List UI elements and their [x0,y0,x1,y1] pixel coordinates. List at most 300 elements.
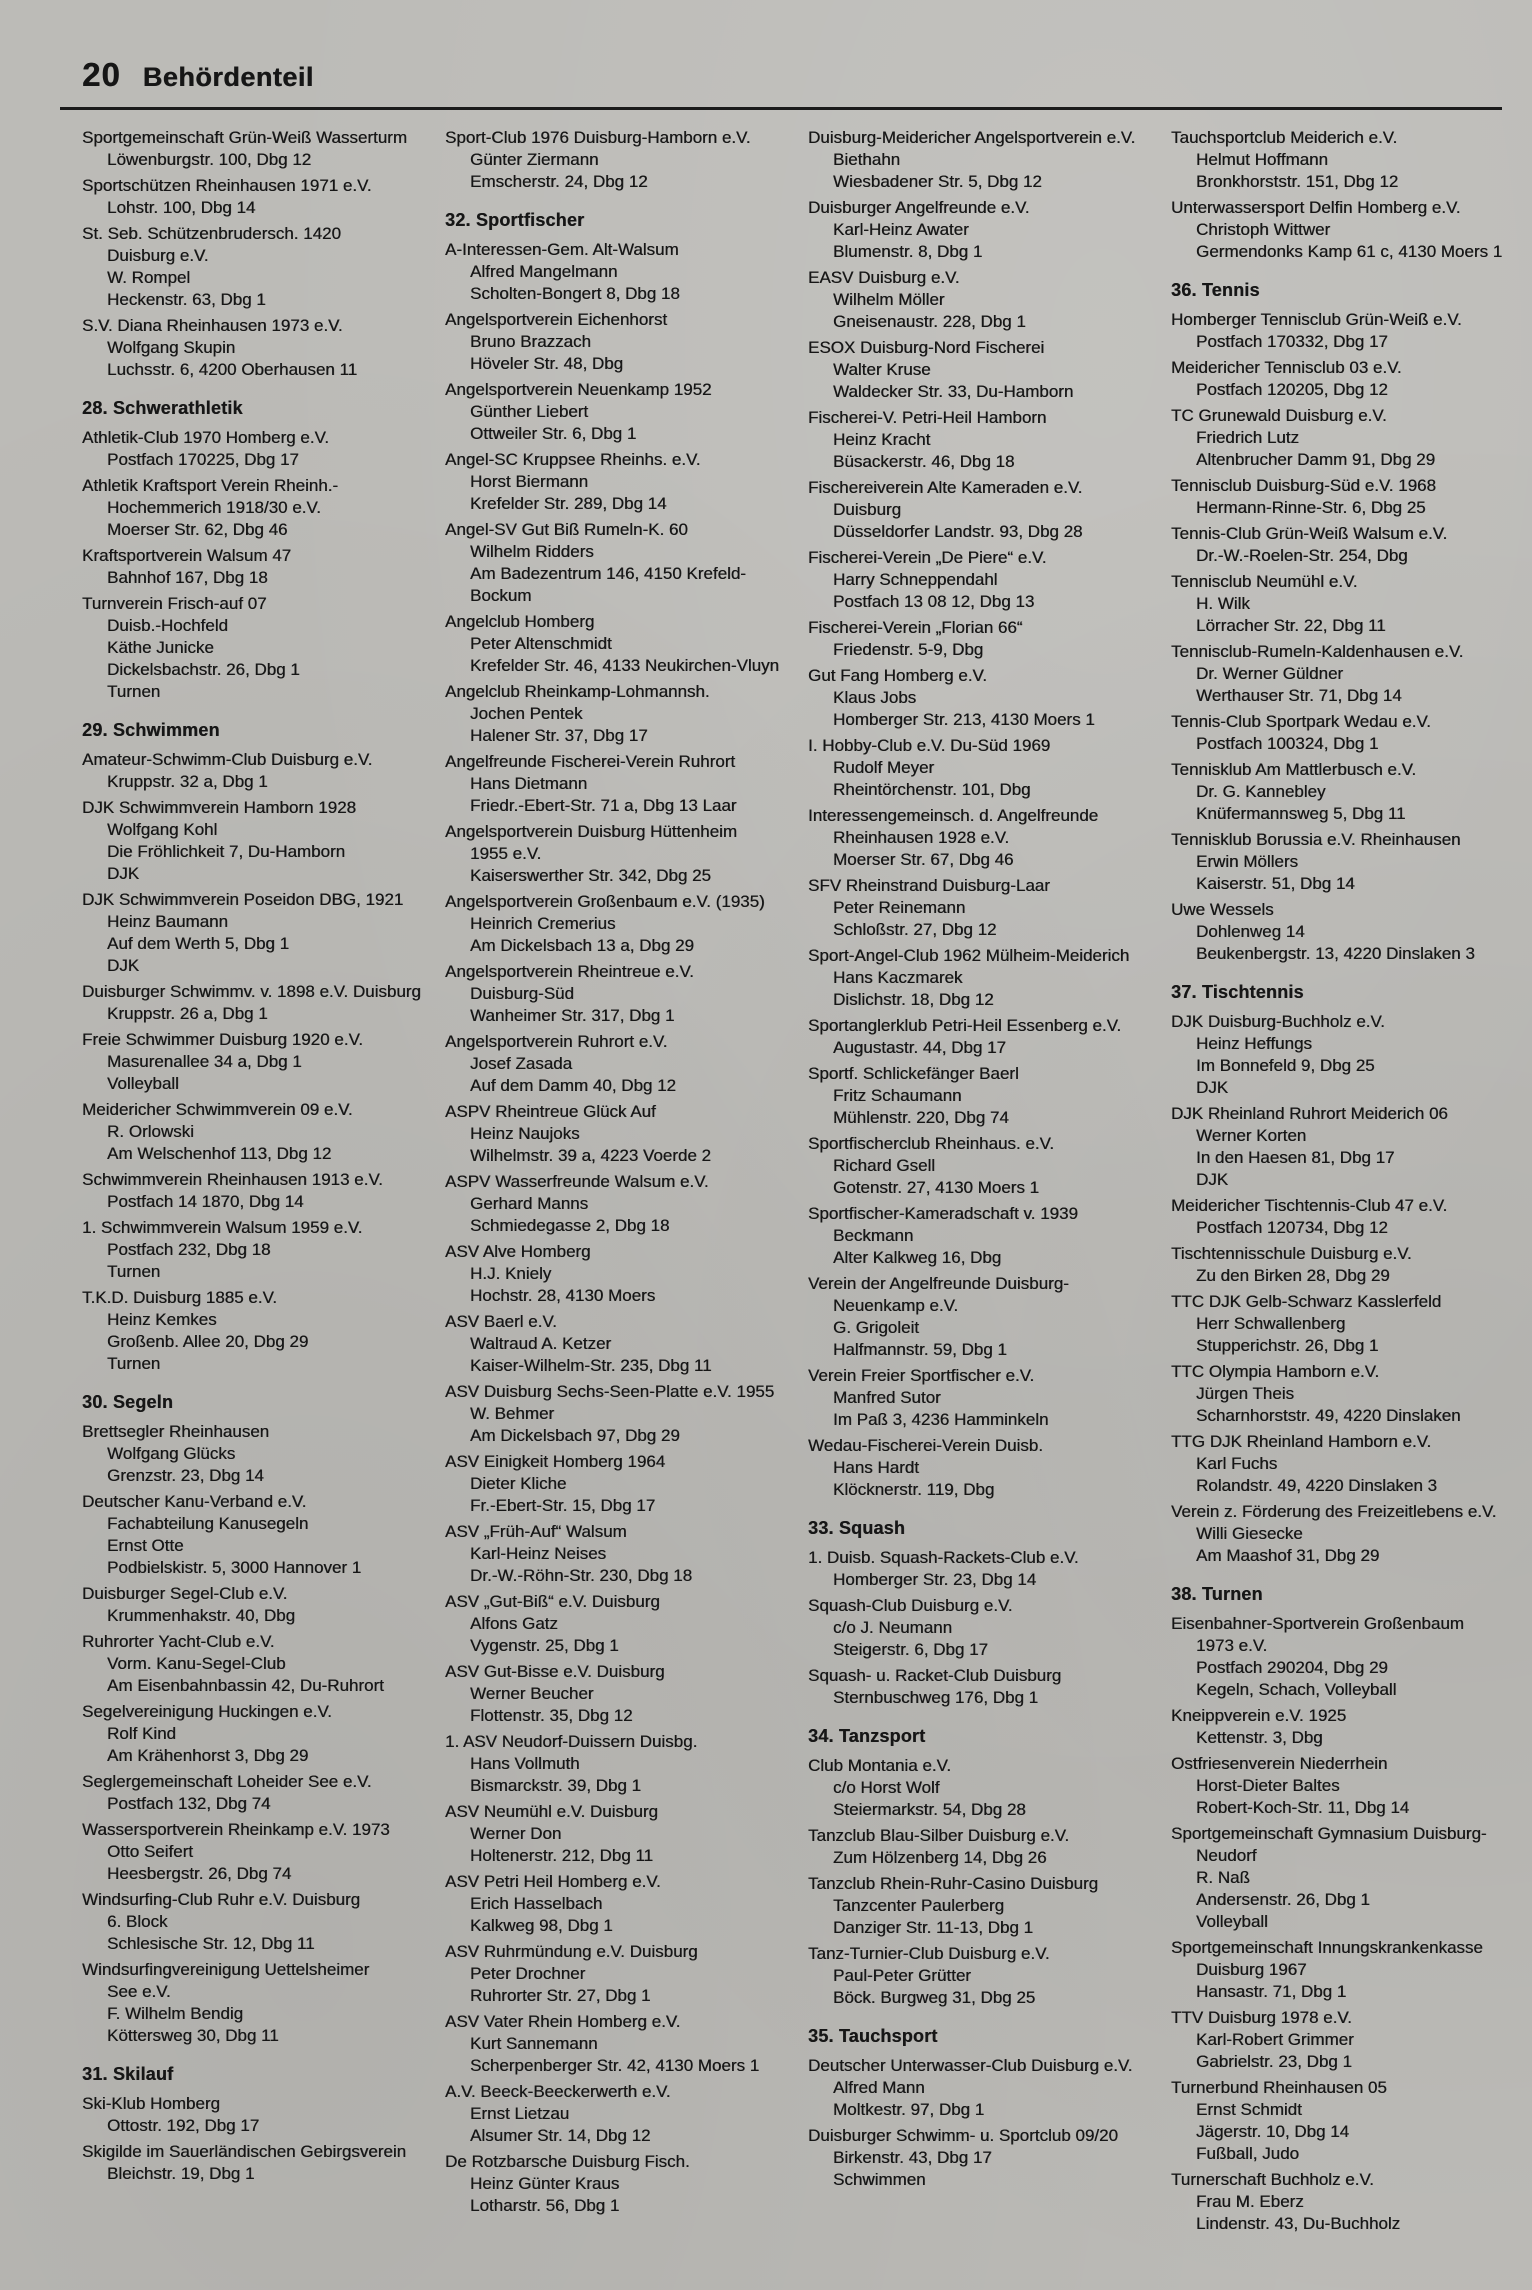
directory-entry [1171,127,1501,193]
directory-entry [82,1631,412,1697]
entry-line: Bahnhof 167, Dbg 18 [107,568,268,587]
entry-line: Hans Vollmuth [470,1754,580,1773]
entry-line: Kalkweg 98, Dbg 1 [470,1916,613,1935]
entry-line: Auf dem Damm 40, Dbg 12 [470,1076,676,1095]
entry-line: Köttersweg 30, Dbg 11 [107,2026,279,2045]
directory-entry [808,665,1138,731]
entry-line: Neuenkamp e.V. [833,1296,959,1315]
entry-line: Dislichstr. 18, Dbg 12 [833,990,994,1009]
directory-entry [808,617,1138,661]
entry-line: 1955 e.V. [470,844,542,863]
entry-line: Schwimmen [833,2170,926,2189]
club-name: S.V. Diana Rheinhausen 1973 e.V. [82,316,343,335]
directory-entry [82,981,421,1025]
entry-line: DJK [1196,1170,1229,1189]
entry-line: Postfach 170225, Dbg 17 [107,450,299,469]
club-name: Freie Schwimmer Duisburg 1920 e.V. [82,1030,363,1049]
club-name: Tennis-Club Sportpark Wedau e.V. [1171,712,1431,731]
directory-entry [82,2141,412,2185]
entry-line: Altenbrucher Damm 91, Dbg 29 [1196,450,1436,469]
entry-line: Werner Beucher [470,1684,594,1703]
directory-entry [1171,523,1501,567]
club-name: St. Seb. Schützenbrudersch. 1420 [82,224,341,243]
header-divider [60,107,1502,110]
club-name: DJK Rheinland Ruhrort Meiderich 06 [1171,1104,1448,1123]
club-name: Meidericher Tennisclub 03 e.V. [1171,358,1402,377]
directory-entry [445,1661,775,1727]
entry-line: Schmiedegasse 2, Dbg 18 [470,1216,670,1235]
entry-line: Ottweiler Str. 6, Dbg 1 [470,424,637,443]
entry-line: Klöcknerstr. 119, Dbg [833,1480,995,1499]
entry-line: Klaus Jobs [833,688,917,707]
entry-line: Duisb.-Hochfeld [107,616,228,635]
directory-entry [808,1943,1138,2009]
club-name: ASV Duisburg Sechs-Seen-Platte e.V. 1955 [445,1382,775,1401]
club-name: Schwimmverein Rheinhausen 1913 e.V. [82,1170,383,1189]
directory-entry [1171,2007,1501,2073]
entry-line: Höveler Str. 48, Dbg [470,354,624,373]
entry-line: Dohlenweg 14 [1196,922,1305,941]
entry-line: R. Naß [1196,1868,1250,1887]
section-heading: 38. Turnen [1171,1584,1263,1604]
section-heading: 30. Segeln [82,1392,174,1412]
entry-line: Hans Dietmann [470,774,588,793]
entry-line: Beckmann [833,1226,914,1245]
entry-line: Büsackerstr. 46, Dbg 18 [833,452,1015,471]
entry-line: Lindenstr. 43, Du-Buchholz [1196,2214,1401,2233]
directory-entry [1171,759,1501,825]
entry-line: Scharnhorststr. 49, 4220 Dinslaken [1196,1406,1461,1425]
entry-line: Werner Don [470,1824,562,1843]
club-name: 1. Schwimmverein Walsum 1959 e.V. [82,1218,363,1237]
entry-line: Günther Liebert [470,402,589,421]
club-name: DJK Duisburg-Buchholz e.V. [1171,1012,1385,1031]
entry-line: Gerhard Manns [470,1194,589,1213]
directory-entry [808,1547,1138,1591]
entry-line: Zum Hölzenberg 14, Dbg 26 [833,1848,1047,1867]
club-name: I. Hobby-Club e.V. Du-Süd 1969 [808,736,1051,755]
entry-line: Karl-Heinz Awater [833,220,969,239]
entry-line: Walter Kruse [833,360,931,379]
entry-line: Hansastr. 71, Dbg 1 [1196,1982,1347,2001]
entry-line: Wilhelmstr. 39 a, 4223 Voerde 2 [470,1146,711,1165]
entry-line: Vorm. Kanu-Segel-Club [107,1654,286,1673]
entry-line: Ernst Lietzau [470,2104,570,2123]
entry-line: Steigerstr. 6, Dbg 17 [833,1640,988,1659]
entry-line: Dr. G. Kannebley [1196,782,1326,801]
entry-line: Vygenstr. 25, Dbg 1 [470,1636,619,1655]
entry-line: Käthe Junicke [107,638,214,657]
entry-line: Paul-Peter Grütter [833,1966,971,1985]
entry-line: Kaiserswerther Str. 342, Dbg 25 [470,866,711,885]
directory-entry [808,1825,1138,1869]
club-name: Angelsportverein Duisburg Hüttenheim [445,822,737,841]
entry-line: Ernst Schmidt [1196,2100,1302,2119]
section-heading: 35. Tauchsport [808,2026,938,2046]
entry-line: Karl Fuchs [1196,1454,1278,1473]
page-header [82,56,1532,94]
entry-line: Karl-Heinz Neises [470,1544,607,1563]
entry-line: Postfach 120205, Dbg 12 [1196,380,1388,399]
entry-line: Tanzcenter Paulerberg [833,1896,1005,1915]
club-name: A-Interessen-Gem. Alt-Walsum [445,240,679,259]
entry-line: Im Paß 3, 4236 Hamminkeln [833,1410,1049,1429]
entry-line: Duisburg 1967 [1196,1960,1307,1979]
entry-line: Richard Gsell [833,1156,936,1175]
directory-entry [808,1595,1138,1661]
entry-line: Hans Hardt [833,1458,919,1477]
entry-line: R. Orlowski [107,1122,194,1141]
entry-line: Am Eisenbahnbassin 42, Du-Ruhrort [107,1676,384,1695]
directory-entry [1171,1103,1501,1191]
entry-line: Heckenstr. 63, Dbg 1 [107,290,266,309]
entry-line: Dr.-W.-Röhn-Str. 230, Dbg 18 [470,1566,693,1585]
club-name: Tanzclub Rhein-Ruhr-Casino Duisburg [808,1874,1099,1893]
entry-line: 1973 e.V. [1196,1636,1268,1655]
entry-line: Fachabteilung Kanusegeln [107,1514,309,1533]
directory-entry [1171,1501,1501,1567]
directory-entry [445,611,780,677]
entry-line: Turnen [107,682,161,701]
club-name: ASV Ruhrmündung e.V. Duisburg [445,1942,698,1961]
directory-entry [445,1101,775,1167]
club-name: TTG DJK Rheinland Hamborn e.V. [1171,1432,1432,1451]
directory-entry [808,127,1138,193]
club-name: Turnverein Frisch-auf 07 [82,594,267,613]
entry-line: Kaiserstr. 51, Dbg 14 [1196,874,1355,893]
club-name: ASV Vater Rhein Homberg e.V. [445,2012,681,2031]
directory-entry [808,337,1138,403]
directory-entry [445,309,775,375]
directory-entry [808,805,1138,871]
entry-line: Rheintörchenstr. 101, Dbg [833,780,1031,799]
club-name: Deutscher Kanu-Verband e.V. [82,1492,307,1511]
club-name: Angelsportverein Neuenkamp 1952 [445,380,712,399]
entry-line: Andersenstr. 26, Dbg 1 [1196,1890,1370,1909]
club-name: Club Montania e.V. [808,1756,952,1775]
directory-column-2 [445,127,780,2239]
entry-line: Gabrielstr. 23, Dbg 1 [1196,2052,1352,2071]
entry-line: Auf dem Werth 5, Dbg 1 [107,934,290,953]
directory-entry [445,1591,775,1657]
entry-line: Christoph Wittwer [1196,220,1331,239]
club-name: Ostfriesenverein Niederrhein [1171,1754,1388,1773]
directory-entry [445,751,775,817]
entry-line: Alfred Mann [833,2078,925,2097]
entry-line: Wolfgang Glücks [107,1444,236,1463]
entry-line: Bleichstr. 19, Dbg 1 [107,2164,255,2183]
entry-line: DJK [107,956,140,975]
entry-line: Waldecker Str. 33, Du-Hamborn [833,382,1074,401]
entry-line: Moltkestr. 97, Dbg 1 [833,2100,985,2119]
section-heading: 34. Tanzsport [808,1726,926,1746]
club-name: Sportf. Schlickefänger Baerl [808,1064,1019,1083]
directory-entry [1171,1705,1501,1749]
entry-line: Biethahn [833,150,901,169]
entry-line: Am Badezentrum 146, 4150 Krefeld- [470,564,746,583]
entry-line: Großenb. Allee 20, Dbg 29 [107,1332,309,1351]
entry-line: Löwenburgstr. 100, Dbg 12 [107,150,312,169]
section-heading: 32. Sportfischer [445,210,585,230]
club-name: Fischerei-Verein „De Piere“ e.V. [808,548,1047,567]
directory-entry [445,239,775,305]
entry-line: W. Rompel [107,268,191,287]
directory-entry [82,797,412,885]
entry-line: Kurt Sannemann [470,2034,598,2053]
club-name: Fischereiverein Alte Kameraden e.V. [808,478,1083,497]
directory-entry [445,821,775,887]
directory-entry [82,475,412,541]
entry-line: Dr.-W.-Roelen-Str. 254, Dbg [1196,546,1408,565]
entry-line: Heinz Kemkes [107,1310,217,1329]
entry-line: Lohstr. 100, Dbg 14 [107,198,256,217]
entry-line: Wolfgang Skupin [107,338,236,357]
club-name: Segelvereinigung Huckingen e.V. [82,1702,332,1721]
club-name: Gut Fang Homberg e.V. [808,666,987,685]
club-name: Tennisklub Am Mattlerbusch e.V. [1171,760,1417,779]
club-name: Verein der Angelfreunde Duisburg- [808,1274,1069,1293]
entry-line: c/o Horst Wolf [833,1778,940,1797]
entry-line: Fr.-Ebert-Str. 15, Dbg 17 [470,1496,656,1515]
club-name: Duisburg-Meidericher Angelsportverein e.V. [808,128,1136,147]
club-name: Verein z. Förderung des Freizeitlebens e.V. [1171,1502,1497,1521]
entry-line: Krummenhakstr. 40, Dbg [107,1606,296,1625]
club-name: Angel-SC Kruppsee Rheinhs. e.V. [445,450,701,469]
entry-line: Krefelder Str. 289, Dbg 14 [470,494,667,513]
directory-entry [1171,475,1501,519]
entry-line: Manfred Sutor [833,1388,941,1407]
club-name: Kraftsportverein Walsum 47 [82,546,292,565]
directory-entry [808,1755,1138,1821]
entry-line: Gneisenaustr. 228, Dbg 1 [833,312,1026,331]
club-name: Sport-Club 1976 Duisburg-Hamborn e.V. [445,128,751,147]
entry-line: Wolfgang Kohl [107,820,218,839]
entry-line: Postfach 132, Dbg 74 [107,1794,271,1813]
entry-line: Helmut Hoffmann [1196,150,1328,169]
club-name: Windsurfing-Club Ruhr e.V. Duisburg [82,1890,361,1909]
club-name: ASV Baerl e.V. [445,1312,557,1331]
entry-line: Horst-Dieter Baltes [1196,1776,1340,1795]
entry-line: Steiermarkstr. 54, Dbg 28 [833,1800,1026,1819]
directory-column-3 [808,127,1138,2239]
club-name: Athletik Kraftsport Verein Rheinh.- [82,476,339,495]
club-name: Tennis-Club Grün-Weiß Walsum e.V. [1171,524,1448,543]
directory-entry [1171,1823,1501,1933]
club-name: Sportgemeinschaft Gymnasium Duisburg- [1171,1824,1487,1843]
entry-line: Die Fröhlichkeit 7, Du-Hamborn [107,842,346,861]
entry-line: Stupperichstr. 26, Dbg 1 [1196,1336,1379,1355]
entry-line: Fußball, Judo [1196,2144,1299,2163]
directory-entry [445,1521,775,1587]
directory-entry [82,1099,412,1165]
directory-entry [445,681,775,747]
entry-line: See e.V. [107,1982,171,2001]
entry-line: Bronkhorststr. 151, Dbg 12 [1196,172,1399,191]
entry-line: Danziger Str. 11-13, Dbg 1 [833,1918,1034,1937]
entry-line: Hochemmerich 1918/30 e.V. [107,498,321,517]
club-name: Verein Freier Sportfischer e.V. [808,1366,1035,1385]
entry-line: Am Dickelsbach 13 a, Dbg 29 [470,936,694,955]
entry-line: Dr. Werner Güldner [1196,664,1344,683]
entry-line: Heinrich Cremerius [470,914,616,933]
entry-line: Homberger Str. 23, Dbg 14 [833,1570,1037,1589]
directory-entry [1171,1243,1501,1287]
directory-entry [808,2055,1138,2121]
directory-entry [445,2151,775,2217]
club-name: ASV Neumühl e.V. Duisburg [445,1802,658,1821]
entry-line: Volleyball [1196,1912,1268,1931]
section-heading: 28. Schwerathletik [82,398,243,418]
entry-line: Dickelsbachstr. 26, Dbg 1 [107,660,300,679]
directory-entry [445,519,775,607]
club-name: Sportfischerclub Rheinhaus. e.V. [808,1134,1055,1153]
entry-line: 6. Block [107,1912,168,1931]
entry-line: W. Behmer [470,1404,555,1423]
entry-line: Hochstr. 28, 4130 Moers [470,1286,656,1305]
entry-line: Jürgen Theis [1196,1384,1294,1403]
club-name: SFV Rheinstrand Duisburg-Laar [808,876,1050,895]
entry-line: Holtenerstr. 212, Dbg 11 [470,1846,654,1865]
club-name: Duisburger Schwimm- u. Sportclub 09/20 [808,2126,1118,2145]
directory-entry [808,477,1138,543]
club-name: Angelsportverein Ruhrort e.V. [445,1032,668,1051]
entry-line: Ruhrorter Str. 27, Dbg 1 [470,1986,651,2005]
entry-line: G. Grigoleit [833,1318,919,1337]
entry-line: Alter Kalkweg 16, Dbg [833,1248,1002,1267]
directory-entry [82,315,412,381]
entry-line: Peter Reinemann [833,898,966,917]
entry-line: Scholten-Bongert 8, Dbg 18 [470,284,680,303]
directory-entry [445,449,775,515]
directory-entry [808,1273,1138,1361]
club-name: Windsurfingvereinigung Uettelsheimer [82,1960,370,1979]
club-name: Duisburger Segel-Club e.V. [82,1584,288,1603]
entry-line: Rudolf Meyer [833,758,935,777]
entry-line: Lotharstr. 56, Dbg 1 [470,2196,620,2215]
directory-entry [1171,1937,1501,2003]
directory-entry [445,1801,775,1867]
entry-line: Halfmannstr. 59, Dbg 1 [833,1340,1007,1359]
entry-line: Birkenstr. 43, Dbg 17 [833,2148,992,2167]
entry-line: Karl-Robert Grimmer [1196,2030,1354,2049]
club-name: ASV Alve Homberg [445,1242,591,1261]
entry-line: Scherpenberger Str. 42, 4130 Moers 1 [470,2056,760,2075]
entry-line: Kruppstr. 32 a, Dbg 1 [107,772,268,791]
directory-entry [445,1311,775,1377]
entry-line: Luchsstr. 6, 4200 Oberhausen 11 [107,360,358,379]
directory-entry [82,1583,412,1627]
directory-column-4 [1171,127,1501,2239]
club-name: Ski-Klub Homberg [82,2094,220,2113]
entry-line: H. Wilk [1196,594,1250,613]
club-name: EASV Duisburg e.V. [808,268,960,287]
section-heading: 29. Schwimmen [82,720,220,740]
page-title: Behördenteil [142,62,314,92]
entry-line: In den Haesen 81, Dbg 17 [1196,1148,1395,1167]
club-name: Brettsegler Rheinhausen [82,1422,270,1441]
entry-line: Kettenstr. 3, Dbg [1196,1728,1323,1747]
entry-line: H.J. Kniely [470,1264,552,1283]
club-name: Interessengemeinsch. d. Angelfreunde [808,806,1099,825]
club-name: Angelsportverein Rheintreue e.V. [445,962,694,981]
club-name: ASPV Wasserfreunde Walsum e.V. [445,1172,709,1191]
directory-entry [82,1287,412,1375]
club-name: TTV Duisburg 1978 e.V. [1171,2008,1352,2027]
directory-entry [1171,1613,1501,1701]
entry-line: Heesbergstr. 26, Dbg 74 [107,1864,292,1883]
club-name: Duisburger Angelfreunde e.V. [808,198,1030,217]
entry-line: Alsumer Str. 14, Dbg 12 [470,2126,651,2145]
entry-line: Am Krähenhorst 3, Dbg 29 [107,1746,309,1765]
entry-line: Neudorf [1196,1846,1257,1865]
directory-entry [808,1365,1138,1431]
entry-line: Zu den Birken 28, Dbg 29 [1196,1266,1390,1285]
entry-line: Moerser Str. 67, Dbg 46 [833,850,1014,869]
entry-line: Turnen [107,1262,161,1281]
club-name: Unterwassersport Delfin Homberg e.V. [1171,198,1461,217]
entry-line: Bismarckstr. 39, Dbg 1 [470,1776,642,1795]
entry-line: Wanheimer Str. 317, Dbg 1 [470,1006,675,1025]
directory-entry [1171,357,1501,401]
directory-entry [808,1063,1138,1129]
club-name: Uwe Wessels [1171,900,1274,919]
club-name: DJK Schwimmverein Poseidon DBG, 1921 [82,890,404,909]
entry-line: Jägerstr. 10, Dbg 14 [1196,2122,1350,2141]
entry-line: Im Bonnefeld 9, Dbg 25 [1196,1056,1375,1075]
directory-entry [445,1451,775,1517]
club-name: ASV Petri Heil Homberg e.V. [445,1872,661,1891]
directory-entry [1171,1195,1501,1239]
club-name: Angelsportverein Eichenhorst [445,310,668,329]
club-name: Sportschützen Rheinhausen 1971 e.V. [82,176,372,195]
club-name: Tischtennisschule Duisburg e.V. [1171,1244,1412,1263]
entry-line: Gotenstr. 27, 4130 Moers 1 [833,1178,1040,1197]
club-name: DJK Schwimmverein Hamborn 1928 [82,798,356,817]
entry-line: Krefelder Str. 46, 4133 Neukirchen-Vluyn [470,656,780,675]
club-name: Sportgemeinschaft Innungskrankenkasse [1171,1938,1483,1957]
entry-line: Wiesbadener Str. 5, Dbg 12 [833,172,1042,191]
directory-entry [82,749,412,793]
entry-line: Böck. Burgweg 31, Dbg 25 [833,1988,1036,2007]
entry-line: Jochen Pentek [470,704,583,723]
entry-line: Kaiser-Wilhelm-Str. 235, Dbg 11 [470,1356,712,1375]
entry-line: Friedenstr. 5-9, Dbg [833,640,984,659]
club-name: Seglergemeinschaft Loheider See e.V. [82,1772,372,1791]
entry-line: Erwin Möllers [1196,852,1299,871]
entry-line: DJK [107,864,140,883]
directory-entry [82,1491,412,1579]
directory-entry [82,1217,412,1283]
entry-line: Grenzstr. 23, Dbg 14 [107,1466,264,1485]
club-name: Eisenbahner-Sportverein Großenbaum [1171,1614,1464,1633]
club-name: Tennisclub Duisburg-Süd e.V. 1968 [1171,476,1436,495]
club-name: Sport-Angel-Club 1962 Mülheim-Meiderich [808,946,1130,965]
entry-line: Otto Seifert [107,1842,193,1861]
directory-entry [808,735,1138,801]
entry-line: Friedrich Lutz [1196,428,1299,447]
club-name: Athletik-Club 1970 Homberg e.V. [82,428,329,447]
directory-entry [808,1015,1138,1059]
entry-line: Rheinhausen 1928 e.V. [833,828,1010,847]
club-name: Sportanglerklub Petri-Heil Essenberg e.V. [808,1016,1122,1035]
entry-line: Duisburg-Süd [470,984,574,1003]
section-heading: 36. Tennis [1171,280,1260,300]
club-name: Tauchsportclub Meiderich e.V. [1171,128,1398,147]
entry-line: Beukenbergstr. 13, 4220 Dinslaken 3 [1196,944,1475,963]
club-name: Wedau-Fischerei-Verein Duisb. [808,1436,1043,1455]
club-name: Fischerei-V. Petri-Heil Hamborn [808,408,1047,427]
entry-line: Frau M. Eberz [1196,2192,1304,2211]
